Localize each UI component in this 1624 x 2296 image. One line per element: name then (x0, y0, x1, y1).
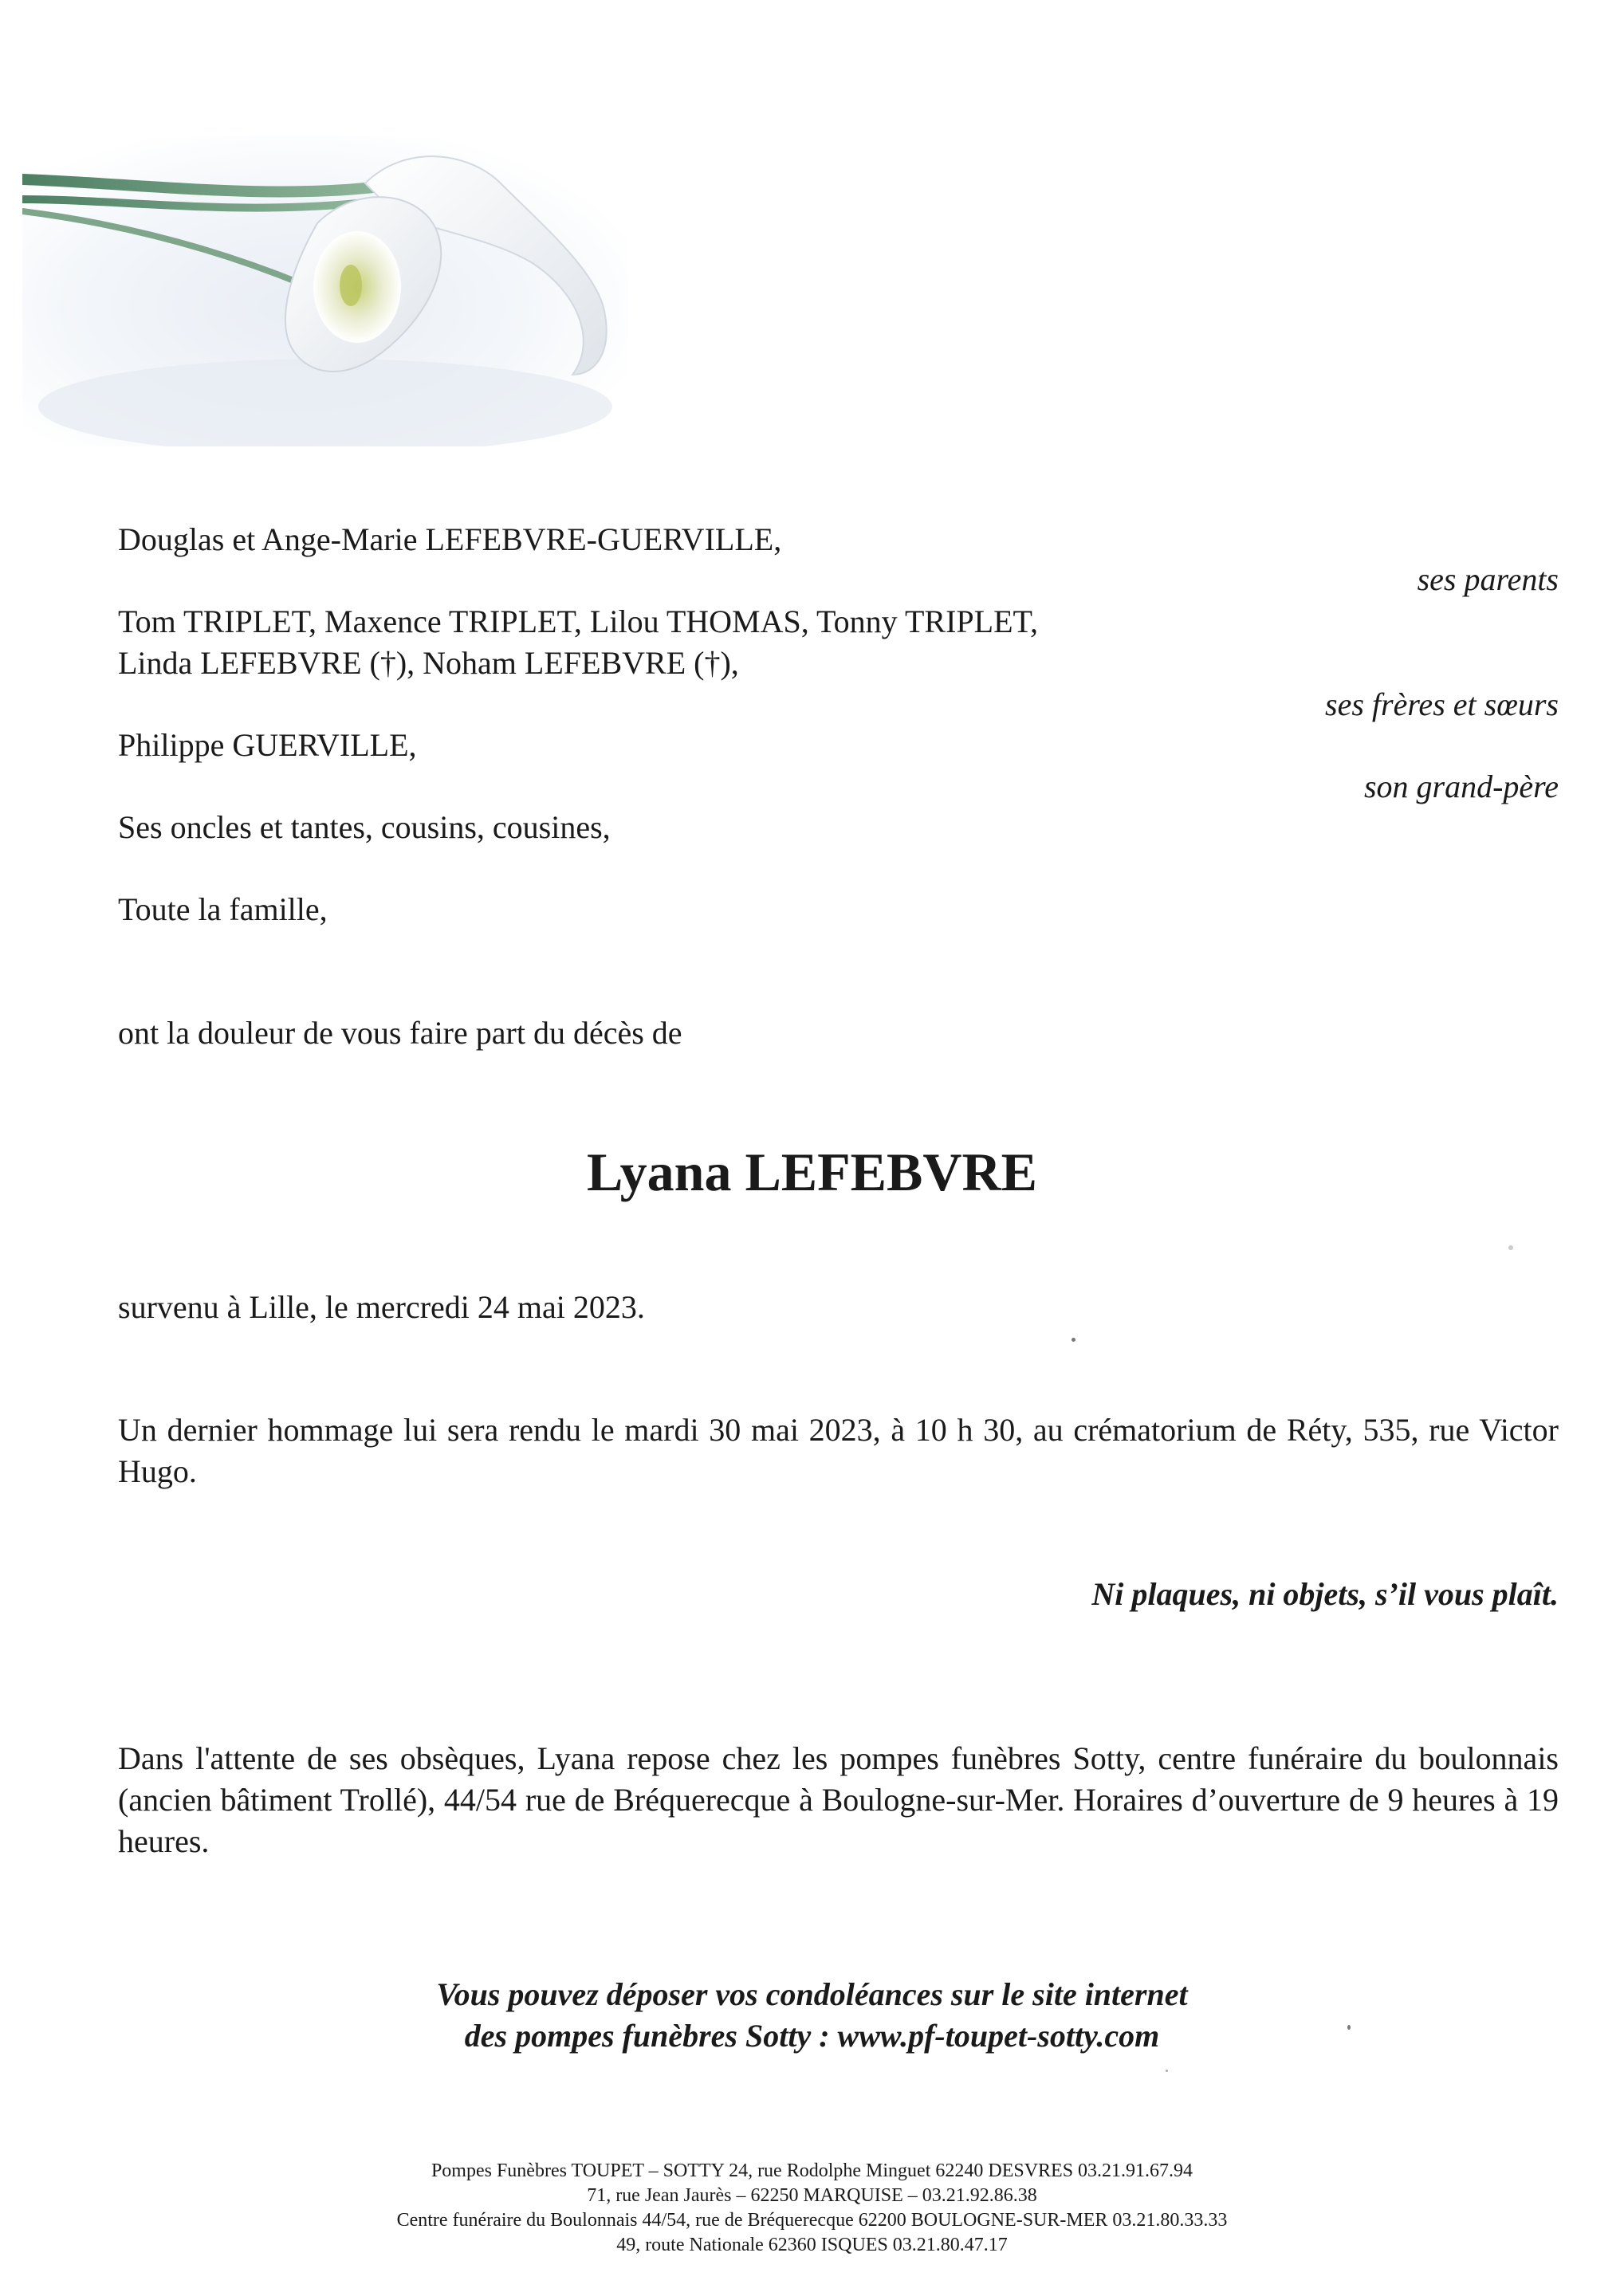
parents-role: ses parents (1417, 561, 1559, 597)
siblings-role: ses frères et sœurs (1325, 686, 1559, 722)
grandfather-role: son grand-père (1363, 769, 1559, 804)
siblings-line-2: Linda LEFEBVRE (†), Noham LEFEBVRE (†), (118, 645, 739, 681)
scan-speck (1347, 2025, 1351, 2030)
deceased-name: Lyana LEFEBVRE (587, 1142, 1037, 1202)
siblings-line-1: Tom TRIPLET, Maxence TRIPLET, Lilou THOMAS, Tonny TRIPLET, (118, 603, 1038, 639)
family-line: Toute la famille, (118, 891, 328, 927)
footer-line-2: 71, rue Jean Jaurès – 62250 MARQUISE – 03.21.92.86.38 (587, 2185, 1037, 2206)
repose-paragraph: Dans l'attente de ses obsèques, Lyana repose chez les pompes funèbres Sotty, centre funéraire du boulonnais (ancien bâtiment Trollé), 44/54 rue de Bréquerecque à Boulogne-sur-Mer. Horaires d’ouverture de 9 heures à 19 heures. (118, 1740, 1559, 1859)
announcement: ont la douleur de vous faire part du décès de (118, 1015, 682, 1051)
calla-lily-icon (22, 136, 628, 446)
relatives-line: Ses oncles et tantes, cousins, cousines, (118, 809, 611, 845)
condolences-line-1: Vous pouvez déposer vos condoléances sur le site internet (436, 1976, 1188, 2012)
request-note: Ni plaques, ni objets, s’il vous plaît. (1091, 1576, 1559, 1612)
death-info: survenu à Lille, le mercredi 24 mai 2023. (118, 1289, 645, 1325)
calla-lily-image (22, 136, 628, 446)
scan-speck (1508, 1245, 1513, 1250)
footer-line-1: Pompes Funèbres TOUPET – SOTTY 24, rue Rodolphe Minguet 62240 DESVRES 03.21.91.67.94 (431, 2160, 1193, 2181)
ceremony-paragraph: Un dernier hommage lui sera rendu le mardi 30 mai 2023, à 10 h 30, au crématorium de Réty, 535, rue Victor Hugo. (118, 1412, 1559, 1489)
scan-speck (1166, 2070, 1168, 2072)
condolences-line-2: des pompes funèbres Sotty : www.pf-toupet-sotty.com (464, 2018, 1160, 2054)
parents-line: Douglas et Ange-Marie LEFEBVRE-GUERVILLE, (118, 521, 782, 557)
footer-line-4: 49, route Nationale 62360 ISQUES 03.21.80.47.17 (616, 2235, 1008, 2255)
footer-line-3: Centre funéraire du Boulonnais 44/54, rue de Bréquerecque 62200 BOULOGNE-SUR-MER 03.21.80.33.33 (396, 2210, 1228, 2231)
grandfather-line: Philippe GUERVILLE, (118, 727, 417, 763)
scan-speck (1072, 1338, 1075, 1342)
